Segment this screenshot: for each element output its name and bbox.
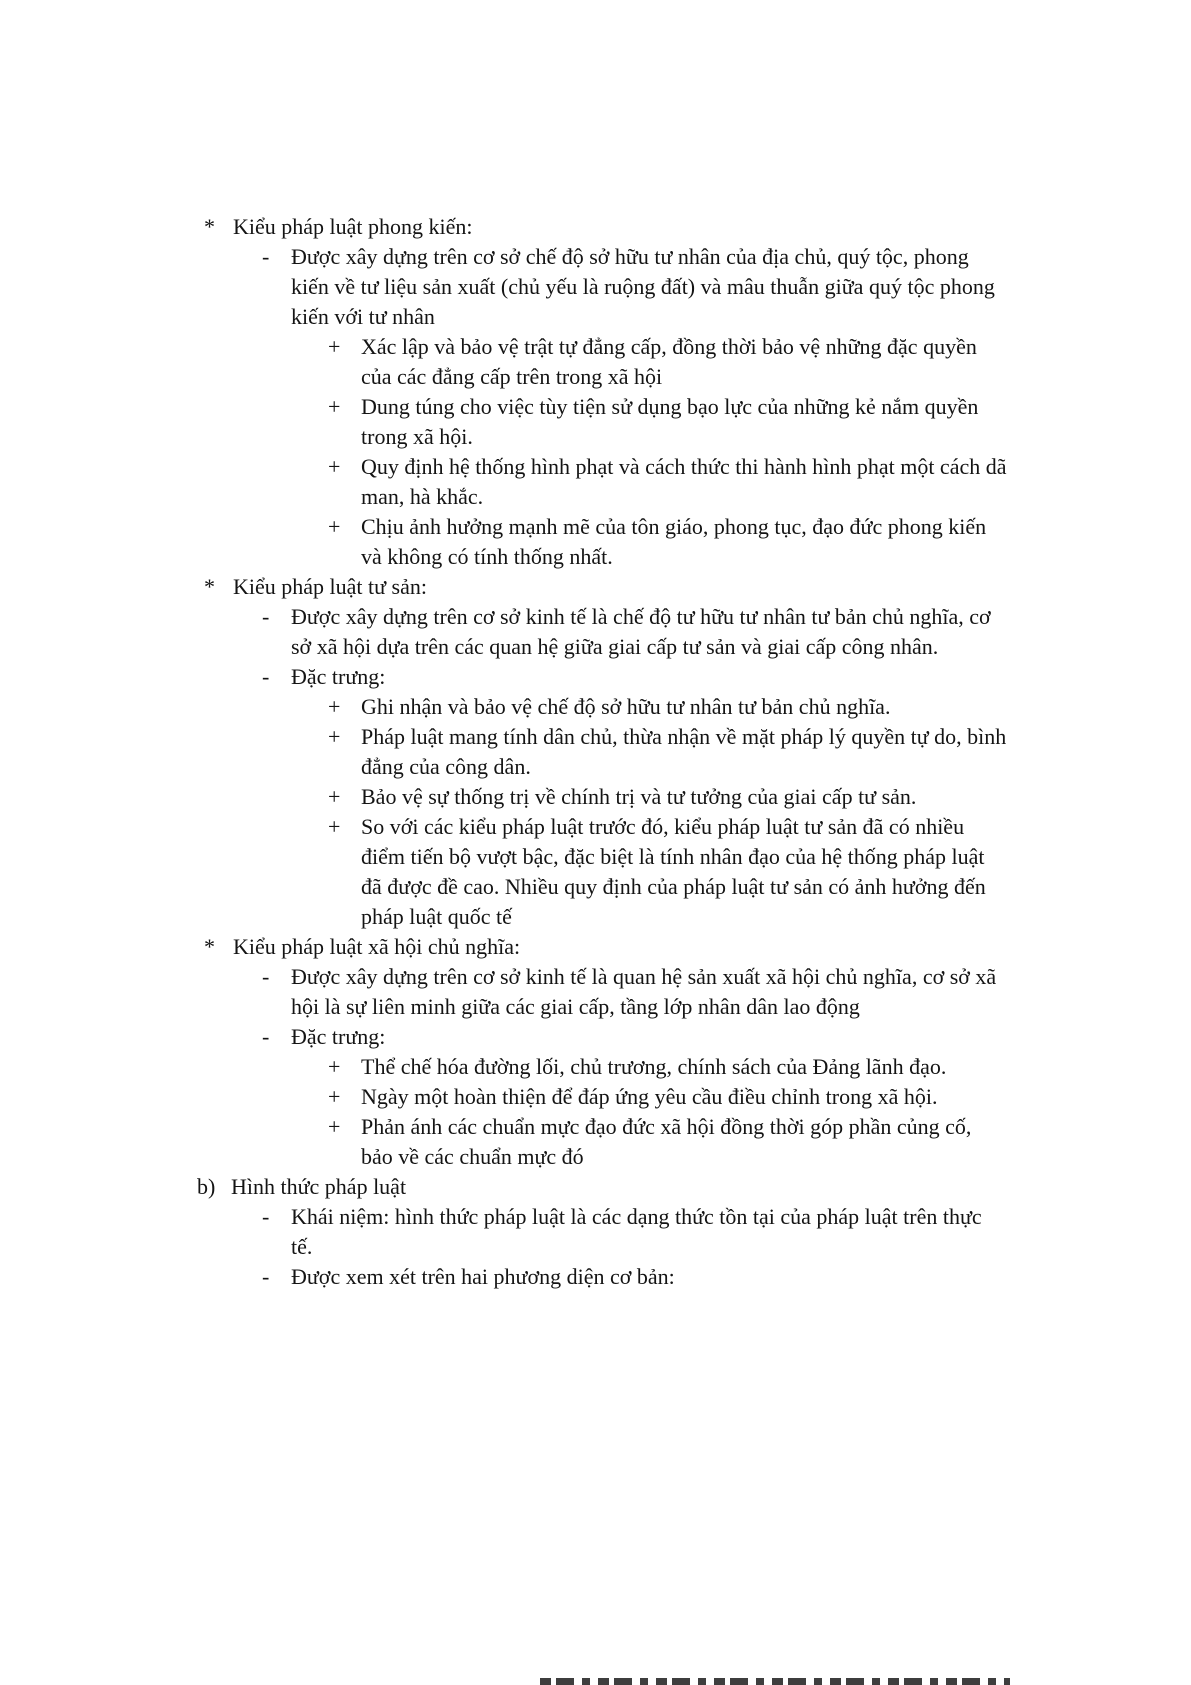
page-bottom-cutoff-text — [540, 1678, 1010, 1685]
bullet-marker: - — [262, 664, 270, 689]
list-item — [0, 782, 1191, 812]
bullet-marker: + — [328, 1054, 341, 1079]
bullet-marker: * — [204, 574, 215, 599]
list-item-text: Được xây dựng trên cơ sở kinh tế là quan hệ sản xuất xã hội chủ nghĩa, cơ sở xã hội là sự liên minh giữa các giai cấp, tầng lớp nhân dân lao động — [291, 964, 997, 1019]
list-item — [0, 1112, 1191, 1172]
bullet-marker: * — [204, 934, 215, 959]
bullet-marker: - — [262, 244, 270, 269]
list-item — [0, 722, 1191, 782]
list-item-text: Kiểu pháp luật tư sản: — [233, 574, 427, 599]
list-item-text: Quy định hệ thống hình phạt và cách thức thi hành hình phạt một cách dã man, hà khắc. — [361, 454, 1007, 509]
list-item — [0, 962, 1191, 1022]
bullet-marker: + — [328, 1114, 341, 1139]
list-item — [0, 572, 1191, 602]
list-item — [0, 452, 1191, 512]
bullet-marker: - — [262, 604, 270, 629]
bullet-marker: - — [262, 964, 270, 989]
list-item — [0, 932, 1191, 962]
list-item — [0, 1262, 1191, 1292]
bullet-marker: + — [328, 784, 341, 809]
bullet-marker: + — [328, 454, 341, 479]
list-item-text: Đặc trưng: — [291, 1024, 386, 1049]
list-item — [0, 602, 1191, 662]
bullet-marker: + — [328, 394, 341, 419]
list-item — [0, 1022, 1191, 1052]
list-item-text: Đặc trưng: — [291, 664, 386, 689]
bullet-marker: + — [328, 814, 341, 839]
list-item — [0, 1082, 1191, 1112]
bullet-marker: + — [328, 694, 341, 719]
list-item-text: Thể chế hóa đường lối, chủ trương, chính sách của Đảng lãnh đạo. — [361, 1054, 947, 1079]
list-item-text: Được xem xét trên hai phương diện cơ bản: — [291, 1264, 675, 1289]
bullet-marker: b) — [197, 1174, 216, 1199]
bullet-marker: + — [328, 724, 341, 749]
list-item-text: Pháp luật mang tính dân chủ, thừa nhận về mặt pháp lý quyền tự do, bình đẳng của công dân. — [361, 724, 1007, 779]
bullet-marker: - — [262, 1264, 270, 1289]
list-item — [0, 242, 1191, 332]
list-item-text: Phản ánh các chuẩn mực đạo đức xã hội đồng thời góp phần củng cố, bảo về các chuẩn mực đó — [361, 1114, 972, 1169]
list-item-text: Kiểu pháp luật xã hội chủ nghĩa: — [233, 934, 521, 959]
list-item-text: Hình thức pháp luật — [231, 1174, 407, 1199]
list-item-text: Dung túng cho việc tùy tiện sử dụng bạo lực của những kẻ nắm quyền trong xã hội. — [361, 394, 979, 449]
list-item-text: Được xây dựng trên cơ sở chế độ sở hữu tư nhân của địa chủ, quý tộc, phong kiến về tư liệu sản xuất (chủ yếu là ruộng đất) và mâu thuẫn giữa quý tộc phong kiến với tư nhân — [291, 244, 995, 329]
bullet-marker: + — [328, 514, 341, 539]
list-item — [0, 212, 1191, 242]
bullet-marker: + — [328, 1084, 341, 1109]
list-item-text: So với các kiểu pháp luật trước đó, kiểu pháp luật tư sản đã có nhiều điểm tiến bộ vượt bậc, đặc biệt là tính nhân đạo của hệ thống pháp luật đã được đề cao. Nhiều quy định của pháp luật tư sản có ảnh hưởng đến pháp luật quốc tế — [361, 814, 986, 929]
list-item — [0, 332, 1191, 392]
list-item-text: Ngày một hoàn thiện để đáp ứng yêu cầu điều chỉnh trong xã hội. — [361, 1084, 938, 1109]
list-item — [0, 392, 1191, 452]
list-item — [0, 1172, 1191, 1202]
list-item-text: Chịu ảnh hưởng mạnh mẽ của tôn giáo, phong tục, đạo đức phong kiến và không có tính thống nhất. — [361, 514, 987, 569]
bullet-marker: - — [262, 1024, 270, 1049]
bullet-marker: * — [204, 214, 215, 239]
list-item — [0, 812, 1191, 932]
list-item-text: Bảo vệ sự thống trị về chính trị và tư tưởng của giai cấp tư sản. — [361, 784, 917, 809]
list-item — [0, 1052, 1191, 1082]
list-item-text: Xác lập và bảo vệ trật tự đẳng cấp, đồng thời bảo vệ những đặc quyền của các đẳng cấp trên trong xã hội — [361, 334, 977, 389]
list-item — [0, 1202, 1191, 1262]
list-item-text: Kiểu pháp luật phong kiến: — [233, 214, 473, 239]
bullet-marker: + — [328, 334, 341, 359]
list-item — [0, 662, 1191, 692]
list-item-text: Ghi nhận và bảo vệ chế độ sở hữu tư nhân tư bản chủ nghĩa. — [361, 694, 891, 719]
list-item-text: Khái niệm: hình thức pháp luật là các dạng thức tồn tại của pháp luật trên thực tế. — [291, 1204, 982, 1259]
list-item-text: Được xây dựng trên cơ sở kinh tế là chế độ tư hữu tư nhân tư bản chủ nghĩa, cơ sở xã hội dựa trên các quan hệ giữa giai cấp tư sản và giai cấp công nhân. — [291, 604, 991, 659]
list-item — [0, 512, 1191, 572]
list-item — [0, 692, 1191, 722]
bullet-marker: - — [262, 1204, 270, 1229]
